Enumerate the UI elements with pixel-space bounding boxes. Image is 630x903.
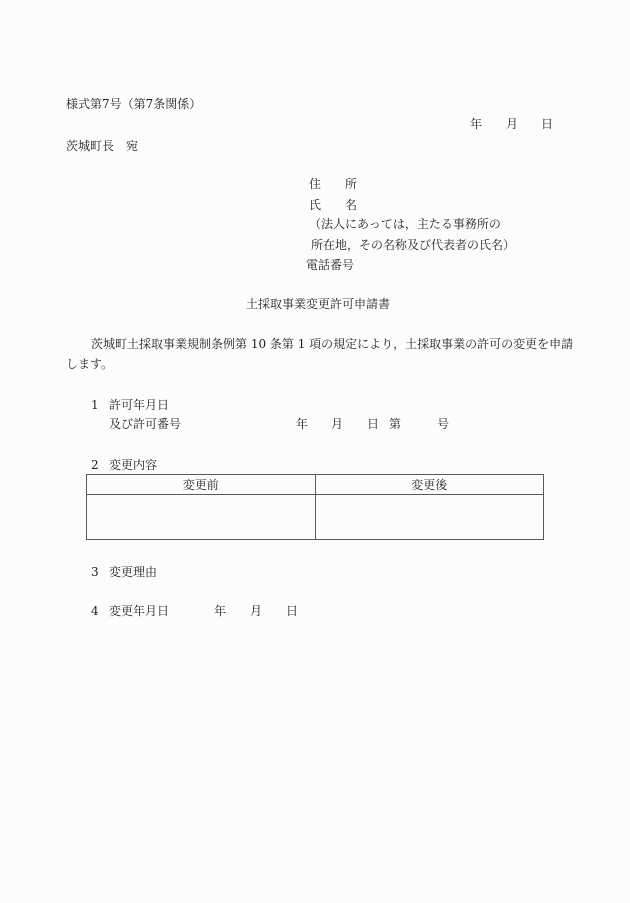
item2-label: 変更内容	[109, 458, 158, 472]
item1-day-label: 日	[367, 417, 380, 431]
header-after-change: 変更後	[315, 475, 544, 495]
item1-number: 1	[91, 398, 99, 412]
date-day-label: 日	[541, 117, 554, 131]
body-text-line2: します。	[66, 357, 114, 371]
item1-label-line2: 及び許可番号	[109, 417, 182, 431]
after-change-cell[interactable]	[315, 495, 544, 540]
corporate-note-line1: （法人にあっては，主たる事務所の	[309, 217, 501, 231]
header-before-change: 変更前	[87, 475, 316, 495]
body-text-line1: 茨城町土採取事業規制条例第 10 条第 1 項の規定により，土採取事業の許可の変更を申請	[91, 337, 574, 351]
item1-dai-label: 第	[389, 417, 402, 431]
item4-number: 4	[91, 604, 99, 618]
form-number: 様式第7号（第7条関係）	[66, 97, 202, 111]
before-change-cell[interactable]	[87, 495, 316, 540]
date-month-label: 月	[506, 117, 519, 131]
date-year-label: 年	[470, 117, 483, 131]
item1-month-label: 月	[331, 417, 344, 431]
document-title: 土採取事業変更許可申請書	[246, 297, 391, 311]
address-label: 住 所	[309, 177, 358, 191]
table-header-row	[87, 475, 544, 495]
item1-go-label: 号	[437, 417, 450, 431]
corporate-note-line2: 所在地，その名称及び代表者の氏名）	[311, 238, 516, 252]
phone-label: 電話番号	[306, 258, 355, 272]
item1-label-line1: 許可年月日	[109, 398, 170, 412]
item3-label: 変更理由	[109, 565, 158, 579]
item3-number: 3	[91, 565, 99, 579]
addressee: 茨城町長 宛	[66, 139, 139, 153]
item2-number: 2	[91, 458, 99, 472]
item4-label: 変更年月日	[109, 604, 170, 618]
name-label: 氏 名	[309, 198, 358, 212]
item4-month-label: 月	[250, 604, 263, 618]
item1-year-label: 年	[296, 417, 309, 431]
change-content-table	[86, 474, 544, 540]
item4-year-label: 年	[214, 604, 227, 618]
table-row	[87, 495, 544, 540]
item4-day-label: 日	[286, 604, 299, 618]
